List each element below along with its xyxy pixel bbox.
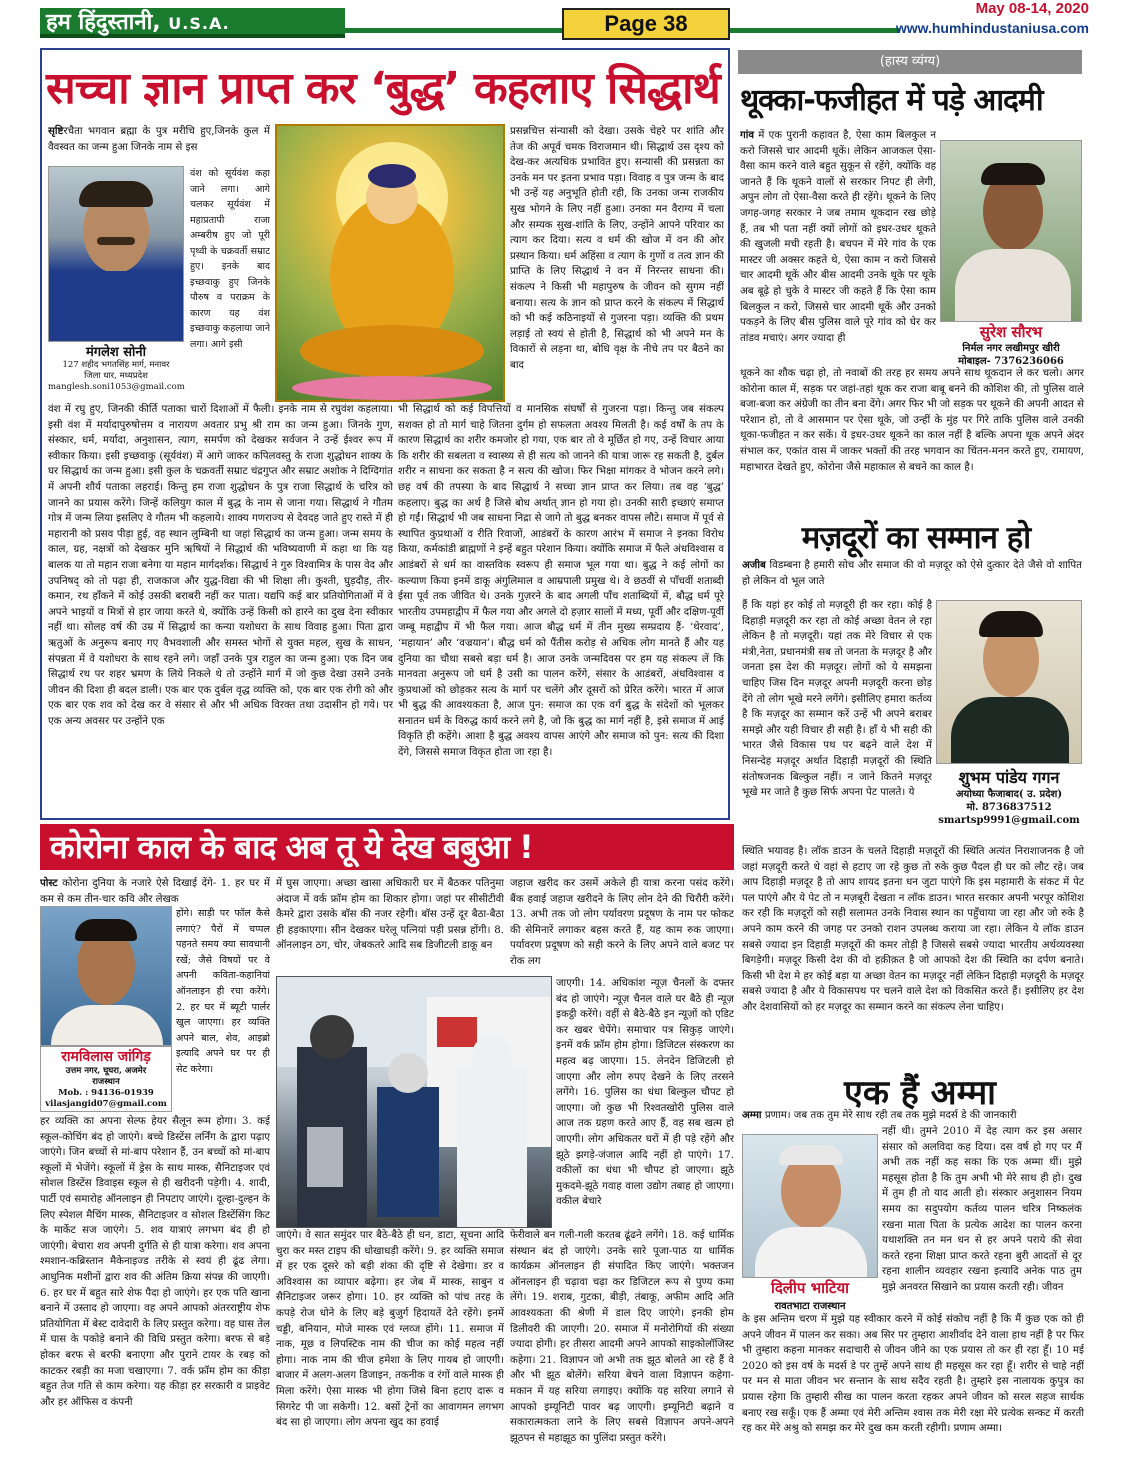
page-number: Page 38	[562, 8, 730, 40]
author-name: रामविलास जांगिड़	[61, 1049, 151, 1065]
author-address: राजस्थान	[92, 1077, 120, 1087]
main-article-column: वंश को सूर्यवंश कहा जाने लगा। आगे चलकर सूर्यवंश में महाप्रतापी राजा अम्बरीष हुए जो पूरी पृथ्वी के चक्रवर्ती सम्राट हुए। इनके बाद इच्छवाकु हुए जिनके पौरुष व पराक्रम के कारण यह वंश इच्छवाकु कहलाया जाने लगा। आगे इसी	[190, 168, 270, 350]
main-article-headline: सच्चा ज्ञान प्राप्त कर ‘बुद्ध’ कहलाए सिद्धार्थ	[46, 63, 720, 114]
author-phone: मोबाइल- 7376236066	[958, 356, 1064, 367]
corona-column: जाएंगे। वे सात समुंदर पार बैठे-बैठे ही धन, डाटा, सूचना आदि चुरा कर मस्त टाइप की धोखाधड़ी करेंगे। 9. हर व्यक्ति समाज में हर एक दूसरे को बड़ी शंका की दृष्टि से देखेगा। डर व अविश्वास का व्यापार बढ़ेगा। हर जेब में मास्क, साबुन व सैनिटाइजर जरूर होगा। 10. हर व्यक्ति को पांच तरह के कपड़े रोज धोने के लिए बड़े बुजुर्ग हिदायतें देते रहेंगे। इनमें चड्डी, बनियान, मोजे मास्क एवं ग्लव्ज होंगे। 11. समाज में नाक, मूछ व लिपस्टिक नाम की चीज का कोई महत्व नहीं होगा। नाक नाम की चीज हमेशा के लिए गायब हो जाएगी। बाजार में अलग-अलग डिजाइन, तकनीक व रंगों वाले मास्क ही मिला करेंगे। ऐसा मास्क भी होगा जिसे बिना हटाए दारू व सिगरेट पी जा सकेगी। 12. बसों ट्रेनों का आवागमन लगभग बंद सा हो जाएगा। लोग अपना खुद का हवाई	[276, 1230, 504, 1429]
author-byline	[40, 1046, 172, 1112]
main-article-column: सृष्टिरचैता भगवान ब्रह्मा के पुत्र मरीचि हुए,जिनके कुल में वैवस्वत का जन्म हुआ जिनके नाम से इस	[48, 125, 270, 153]
author-photo	[940, 140, 1082, 322]
author-phone: Mob. : 94136-01939	[58, 1088, 154, 1098]
author-name: मंगलेश सोनी	[85, 345, 146, 360]
buddha-image	[275, 124, 505, 402]
author-phone: मो. 8736837512	[966, 802, 1052, 813]
corona-column: जहाज खरीद कर उसमें अकेले ही यात्रा करना पसंद करेंगे। बैंक हवाई जहाज खरीदने के लिए लोन देने की चिरौरी करेंगे। 13. अभी तक जो लोग पर्यावरण प्रदूषण के नाम पर फोकट की सेमिनारें लगाकर बहस करते हैं, यह काम रुक जाएगा। पर्यावरण प्रदूषण को सही करने के लिए अपने वाले बजट पर रोक लग	[510, 878, 734, 967]
masthead-rule	[730, 28, 900, 33]
corona-column: फेरीवाले बन गली-गली करतब ढूंढने लगेंगे। 18. कई धार्मिक संस्थान बंद हो जाएंगे। उनके सारे पूजा-पाठ या धार्मिक कार्यक्रम ऑनलाइन ही संपादित किए जाएंगे। भक्तजन ऑनलाइन ही चढ़ावा चढ़ा कर डिजिटल रूप से पुण्य कमा लेंगे। 19. शराब, गुटका, बीड़ी, तंबाकू, अफीम आदि अति आवश्यकता की श्रेणी में डाल दिए जाएंगे। इनकी होम डिलीवरी की जाएगी। 20. समाज में मनोरोगियों की संख्या ज्यादा होगी। हर तीसरा आदमी अपने आपको साइकोलॉजिस्ट कहेगा। 21. विज्ञापन जो अभी तक झूठ बोलते आ रहे हैं वे और भी झूठ बोलेंगे। सरिया बेचने वाला विज्ञापन कहेगा- मकान में यह सरिया लगाइए। क्योंकि यह सरिया लगाने से आपको इम्यूनिटी पावर बढ़ जाएगी। इम्यूनिटी बढ़ाने व सकारात्मकता लाने के लिए सबसे विज्ञापन अपने-अपने झूठपन से महाझूठ का पुलिंदा प्रस्तुत करेंगे।	[510, 1230, 734, 1444]
section-tag: (हास्य व्यंग्य)	[738, 50, 1082, 74]
author-address: 127 शहीद भगतसिंह मार्ग, मनावर	[62, 360, 170, 370]
satire-column: गांव में एक पुरानी कहावत है, ऐसा काम बिलकुल न करो जिससे चार आदमी थूकें। लेकिन आजकल ऐसा-वैसा काम करने वाले बहुत सुकून से रहेंगे, क्योंकि वह जानते हैं कि थूकने वालों से सरकार निपट ही लेगी, अपुन लोग तो ऐसा-वैसा करते ही रहेंगे। थूकने के लिए जगह-जगह सरकार ने जब तमाम थूकदान रख छोड़े हैं, तब भी पता नहीं क्यों लोगों को इधर-उधर थूकते की खुजली मची रहती है। बचपन में मेरे गांव के एक मास्टर जी अक्सर कहते थे, ऐसा काम न करो जिससे चार आदमी थूकें और बीस आदमी उनके थूके पर थूके अब बूढ़े हो चुके वे मास्टर जी कहते हैं कि ऐसा काम बिलकुल न करो, जिससे चार आदमी थूकें और उनको पकड़ने के लिए बीस पुलिस वाले पूरे गांव को घेर कर तांडव मचाएं। अगर ज्यादा ही	[740, 129, 936, 344]
author-byline	[938, 322, 1084, 368]
covid-news-photo	[276, 976, 552, 1228]
main-article-column: वंश में रघु हुए, जिनकी कीर्ति पताका चारों दिशाओं में फैली। इनके नाम से रघुवंश कहलाया। इसी वंश में मर्यादापुरुषोत्तम व नारायण अवतार प्रभु श्री राम का जन्म हुआ। जिनके गुण, संस्कार, धर्म, मर्यादा, अनुशासन, त्याग, समर्पण को देखकर सर्वजन ने उन्हें ईश्वर रूप में स्वीकार किया। इसी इच्छवाकु (सूर्यवंश) में आगे जाकर कपिलवस्तु के राजा शुद्धोधन शाक्य के घर सिद्धार्थ का जन्म हुआ। इसी कुल के चक्रवर्ती सम्राट चंद्रगुप्त और सम्राट अशोक ने दिग्दिगांत में अपनी शौर्य पताका लहराई। किन्तु हम राजा शुद्धोधन के पुत्र राजा सिद्धार्थ के चरित्र को जानने का प्रयास करेंगे। जिन्हें कलियुग काल में बुद्ध के नाम से जाना गया। सिद्धार्थ ने गौतम गोत्र में जन्म लिया इसलिए वे गौतम भी कहलाये। शाक्य गणराज्य से देवदह जाते हुए रास्ते में ही महारानी को प्रसव पीड़ा हुई, वह स्थान लुम्बिनी था जहां सिद्धार्थ का जन्म हुआ। जन्म समय के काल, ग्रह, नक्षत्रों को देखकर मुनि ऋषियों ने सिद्धार्थ की भविष्यवाणी में कहा था कि यह बालक या तो महान राजा बनेगा या महान मार्गदर्शक। सिद्धार्थ ने गुरु विश्वामित्र के पास वेद और उपनिषद् को तो पढ़ा ही, राजकाज और युद्ध-विद्या की भी शिक्षा ली। कुश्ती, घुड़दौड़, तीर-कमान, रथ हाँकने में कोई उसकी बराबरी नहीं कर पाता। यद्यपि कई बार प्रतियोगिताओं में वे अपने भाइयों व मित्रों से हार जाया करते थे, क्योंकि उन्हें किसी को हारने का दुख देना स्वीकार नहीं था। सोलह वर्ष की उम्र में सिद्धार्थ का कन्या यशोधरा के साथ विवाह हुआ। पिता द्वारा ऋतुओं के अनुरूप बनाए गए वैभवशाली और समस्त भोगों से युक्त महल, सुख के साधन, संपन्नता में वे यशोधरा के साथ रहने लगे। जहाँ उनके पुत्र राहुल का जन्म हुआ। एक दिन जब सिद्धार्थ रथ पर शहर भ्रमण के लिये निकले थे तो उन्होंने मार्ग में जो कुछ देखा उसने उनके जीवन की दिशा ही बदल डाली। एक बार एक दुर्बल वृद्ध व्यक्ति को, एक बार एक रोगी को और एक बार एक शव को देख कर वे संसार से और भी अधिक विरक्त तथा उदासीन हो गये। पर एक अन्य अवसर पर उन्होंने एक	[48, 404, 393, 727]
author-photo	[936, 600, 1082, 764]
author-photo	[48, 166, 184, 342]
author-byline	[934, 766, 1084, 827]
author-photo	[742, 1134, 878, 1278]
amma-column: नहीं थी। तुमने 2010 में देह त्याग कर इस असार संसार को अलविदा कह दिया। दस वर्ष हो गए पर मैं अभी तक नहीं कह सका कि एक अम्मा थीं। मुझे महसूस होता है कि तुम अभी भी मेरे साथ ही हो। दुख में तुम ही तो याद आती हो। संस्कार अनुशासन नियम समय का सदुपयोग कर्तव्य पालन चरित्र निष्कलंक रखना माता पिता के प्रत्येक आदेश का पालन करना यथाशक्ति तन मन धन से हर अपने पराये की सेवा करते रहना शिक्षा प्राप्त करते रहना बुरी आदतों से दूर रहना शालीन व्यवहार रखना इत्यादि अनेक पाठ तुम मुझे अनवरत सिखाने का प्रयास करती रही। जीवन	[882, 1126, 1082, 1293]
author-email: manglesh.soni1053@gmail.com	[48, 382, 185, 392]
author-address: रावतभाटा राजस्थान	[774, 1301, 846, 1312]
author-address: जिला धार, मध्यप्रदेश	[84, 371, 148, 381]
corona-column: होंगे। साड़ी पर फॉल कैसे लगाएं? पैरों में चप्पल पहनते समय क्या सावधानी रखें; जैसे विषयों पर वे अपनी कविता-कहानियां ऑनलाइन ही रचा करेंगे। 2. हर घर में ब्यूटी पार्लर खुल जाएगा। हर व्यक्ति अपने बाल, शेव, आइब्रो इत्यादि अपने घर पर ही सेट करेगा।	[176, 908, 270, 1075]
satire-headline: थूक्का-फजीहत में पड़े आदमी	[740, 83, 1043, 118]
labour-headline: मज़दूरों का सम्मान हो	[801, 520, 1031, 556]
corona-column: में घुस जाएगा। अच्छा खासा अधिकारी घर में बैठकर पतिनुमा अंदाज में वर्क फ्रॉम होम का शिकार होगा। जहां पर सीसीटीवी कैमरे द्वारा उसके बॉस की नजर रहेगी। बॉस उन्हें दूर बैठा-बैठा ही हड़काएगा। सीन देखकर घरेलू पत्नियां पड़ी प्रसन्न होंगी। 8. ऑनलाइन ठग, चोर, जेबकतरे आदि सब डिजीटली डाकू बन	[276, 878, 504, 952]
author-photo	[40, 906, 172, 1046]
author-address: निर्मल नगर लखीमपुर खीरी	[962, 343, 1060, 354]
satire-column: थूकने का शौक चढ़ा हो, तो नवाबों की तरह हर समय अपने साथ थूकदान ले कर चलो। अगर कोरोना काल में, सड़क पर जहां-तहां थूक कर राजा बाबू बनने की कोशिश की, तो पुलिस वाले बजा-बजा कर अंग्रेजी का तीन बना देंगे। अगर फिर भी जो सड़क पर थूकने की अपनी आदत से परेशान हो, तो वे आसमान पर ऐसा थूके, जो उन्हीं के मुंह पर गिरे ताकि पुलिस वाले उनकी थूका-फजीहत न कर सकें। ये इधर-उधर थूकने का काल नहीं है बल्कि अपना थूक अपने अंदर संभाल कर, एकांत वास में जाकर भक्तों की तरह भगवान का चिंतन-मनन करते हुए, रामायण, महाभारत देखते हुए, कोरोना जैसे महाकाल से बचने का काल है।	[740, 368, 1084, 473]
corona-column: पोस्ट कोरोना दुनिया के नजारे ऐसे दिखाई देंगे- 1. हर घर में कम से कम तीन-चार कवि और लेखक	[40, 877, 270, 905]
labour-column: हैं कि यहां हर कोई तो मज़दूरी ही कर रहा। कोई है दिहाड़ी मज़दूरी कर रहा तो कोई अच्छा वेतन ले रहा लेकिन है तो मज़दूरी। यहां तक मेरे विचार से एक मंत्री,नेता, प्रधानमंत्री सब तो जनता के मज़दूर है और जनता इस देश की मज़दूर। लोगों को ये समझना चाहिए जिस दिन मज़दूर अपनी मज़दूरी करना छोड़ देंगे तो लोग भूखे मरने लगेंगे। इसीलिए हमारा कर्तव्य है कि मज़दूर का सम्मान करें उन्हें भी अपने बराबर समझे और यही विचार ही सही है। हाँ ये भी सही की भारत जैसे विकास पथ पर बढ़ने वाले देश में निसन्देह मज़दूर अर्थात दिहाड़ी मज़दूरों की स्थिति संतोषजनक बिल्कुल नहीं। न जाने कितने मज़दूर भूखे मर जाते है कुछ सिर्फ अपना पेट पालते। ये	[742, 600, 932, 799]
author-address: उत्तम नगर, घूघरा, अजमेर	[65, 1066, 147, 1076]
labour-column: अजीब विडम्बना है हमारी सोच और समाज की वो मज़दूर को ऐसे दुत्कार देते जैसे वो शापित हो लेकिन वो भूल जाते	[742, 559, 1082, 587]
author-byline	[742, 1278, 878, 1312]
website-link[interactable]: www.humhindustaniusa.com	[895, 20, 1089, 36]
amma-column: अम्मा प्रणाम। जब तक तुम मेरे साथ रही तब तक मुझे मदर्स डे की जानकारी	[742, 1109, 1017, 1121]
corona-column: जाएगी। 14. अधिकांश न्यूज़ चैनलों के दफ्तर बंद हो जाएंगे। न्यूज़ चैनल वाले घर बैठे ही न्यूज़ इकट्ठी करेंगे। वहीं से बैठे-बैठे इन न्यूज़ों को एडिट कर खबर चेपेंगे। समाचार पत्र सिकुड़ जाएंगे। इनमें वर्क फ्रॉम होम होगा। डिजिटल संस्करण का महत्व बढ़ जाएगा। 15. लेनदेन डिजिटली हो जाएगा और लोग रुपए देखने के लिए तरसने लगेंगे। 16. पुलिस का धंधा बिल्कुल चौपट हो जाएगा। जो कुछ भी रिश्वतखोरी पुलिस वाले आज तक ग्रहण करते आए हैं, वह सब खत्म हो जाएगी। लोग अधिकतर घरों में ही पड़े रहेंगे और झूठे झगड़े-जंजाल आदि नहीं हो पाएंगे। 17. वकीलों का धंधा भी चौपट हो जाएगा। झूठे मुकदमे-झूठे गवाह वाला उद्योग तबाह हो जाएगा। वकील बेचारे	[556, 978, 734, 1208]
publication-name: हम हिंदुस्तानी, U.S.A.	[40, 8, 345, 38]
corona-headline: कोरोना काल के बाद अब तू ये देख बबुआ !	[40, 824, 734, 870]
author-email: vilasjangid07@gmail.com	[45, 1099, 167, 1109]
author-name: सुरेश सौरभ	[979, 323, 1043, 341]
issue-date: May 08-14, 2020	[975, 0, 1089, 17]
author-name: दिलीप भाटिया	[770, 1279, 850, 1297]
main-article-column: भी सिद्धार्थ को कई विपत्तियों व मानसिक संघर्षों से गुजरना पड़ा। किन्तु जब संकल्प सशक्त हो तो मार्ग चाहे जितना दुर्गम हो सफलता अवश्य मिलती है। कई वर्षों के तप के कारण सिद्धार्थ का शरीर कमजोर हो गया, एक बार तो वे मूर्छित हो गए, उन्हें विचार आया कि शरीर की सबलता व स्वास्थ्य से ही सत्य को जानने की यात्रा जारू रह सकती है, दुर्बल शरीर न साधना कर सकता है न सत्य की खोज। फिर भिक्षा मांगकर वे भोजन करने लगे। छह वर्ष की तपस्या के बाद सिद्धार्थ ने सच्चा ज्ञान प्राप्त कर लिया। तब वह ‘बुद्ध’ कहलाए। बुद्ध का अर्थ है जिसे बोध अर्थात् ज्ञान हो गया हो। उनकी सारी इच्छाएं समाप्त हो गईं। सिद्धार्थ भी जब साधना निद्रा से जागे तो बुद्ध बनकर वापस लौटे। समाज में पूर्व से स्थापित कुप्रथाओं व रीति रिवाजों, आडंबरों के कारण आरंभ में समाज ने इनका विरोध किया, कर्मकांडी ब्राह्मणों ने इन्हें बहुत परेशान किया। क्योंकि समाज में फैले अंधविश्वास व आडंबरों से धर्म का वास्तविक स्वरूप ही समाज भूल गया था। बुद्ध ने कई लोगों का कल्याण किया इनमें डाकू अंगुलिमाल व आम्रपाली प्रमुख थे। वे छठवीं से पाँचवीं शताब्दी ईसा पूर्व तक जीवित थे। उनके गुज़रने के बाद अगली पाँच शताब्दियों में, बौद्ध धर्म पूरे भारतीय उपमहाद्वीप में फैल गया और अगले दो हज़ार सालों में मध्य, पूर्वी और दक्षिण-पूर्वी जम्बू महाद्वीप में भी फैल गया। आज बौद्ध धर्म में तीन मुख्य सम्प्रदाय हैं- ‘थेरवाद’, ‘महायान’ और ‘वज्रयान’। बौद्ध धर्म को पैंतीस करोड़ से अधिक लोग मानते हैं और यह दुनिया का चौथा सबसे बड़ा धर्म है। आज उनके जन्मदिवस पर हम यह संकल्प लें कि मानवता अनुरूप जो धर्म है उसी का पालन करेंगे, संसार के आडंबरों, अंधविश्वास व कुप्रथाओं को छोड़कर सत्य के मार्ग पर चलेंगे और दूसरों को प्रेरित करेंगे। भारत में आज भी बुद्ध की आवश्यकता है, आज पुन: समाज का एक वर्ग बुद्ध के संदेशों को भूलकर सनातन धर्म के विरुद्ध कार्य करने लगे है, जो कि बुद्ध का मार्ग नहीं है, इसे समाज में आई विकृति ही कहेंगे। आशा है बुद्ध अवश्य वापस आएंगे और समाज को पुन: सत्य की दिशा देंगे, जिससे समाज विकृत होता जा रहा है।	[398, 404, 724, 759]
amma-column: के इस अन्तिम चरण में मुझे यह स्वीकार करने में कोई संकोच नहीं है कि मैं कुछ एक को ही अपने जीवन में पालन कर सका। अब सिर पर तुम्हारा आशीर्वाद देने वाला हाथ नहीं है पर फिर भी तुम्हारा कहना मानकर सदाचारी से जीवन जीने का एक प्रयास तो कर ही रहा हूँ। 10 मई 2020 को इस वर्ष के मदर्स डे पर तुम्हें अपने साथ ही महसूस कर रहा हूँ। शरीर से चाहे नहीं पर मन से माता जीवन भर सन्तान के साथ सदैव रहती है। तुम्हारे इस नालायक कुपुत्र का प्रयास रहेगा कि तुम्हारी सीख का पालन करता रहकर अपने जीवन को सरल सहज सार्थक बनाए रख सकूँ। एक हैं अम्मा एवं मेरी अन्तिम श्वास तक मेरी रक्षा मेरे प्रत्येक सन्कट में करती रह कर मेरे अश्रु को समझ कर मेरे दुख कम करती रहीगी। प्रणाम अम्मा।	[742, 1314, 1084, 1435]
author-address: अयोध्या फैजाबाद( उ. प्रदेश)	[955, 789, 1063, 800]
main-article-column: प्रसन्नचित्त संन्यासी को देखा। उसके चेहरे पर शांति और तेज की अपूर्व चमक विराजमान थी। सिद्धार्थ उस दृश्य को देख-कर अत्यधिक प्रभावित हुए। सन्यासी की प्रसन्नता का उनके मन पर इतना प्रभाव पड़ा। विवाह व पुत्र जन्म के बाद भी उन्हें यह अनुभूति होती रही, कि उनका जन्म राजकीय सुख भोगने के लिए नहीं हुआ। उनका मन वैराग्य में चला और सम्यक सुख-शांति के लिए, उन्होंने आपने परिवार का त्याग कर दिया। सत्य व धर्म की खोज में वन की ओर प्रस्थान किया। धर्म अहिंसा व त्याग के गुणों व तत्व ज्ञान की प्राप्ति के लिए सिद्धार्थ ने वन में निरन्तर साधना की। संकल्प ने किसी भी महापुरुष के जीवन को सुगम नहीं बनाया। सत्य के ज्ञान को प्राप्त करने के संकल्प में सिद्धार्थ को भी कई कठिनाइयों से गुजरना पड़ा। व्यक्ति की प्रथम लड़ाई तो स्वयं से होती है, सिद्धार्थ को भी अपने मन के विकारों से लड़ना था, बोधि वृक्ष के नीचे तप पर बैठने का बाद	[510, 126, 724, 371]
amma-headline: एक हैं अम्मा	[844, 1073, 996, 1113]
author-email: smartsp9991@gmail.com	[938, 815, 1080, 826]
labour-column: स्थिति भयावह है। लॉक डाउन के चलते दिहाड़ी मज़दूरों की स्थिति अत्यंत निराशाजनक है जो जहां मज़दूरी करते थे वहां से हटाए जा रहे कुछ तो रुके कुछ पैदल ही घर को लौट रहे। जब आप दिहाड़ी मज़दूर है तो आप शायद इतना धन जुटा पाएंगे कि इस महामारी के संकट में पेट पल पाएंगे और ये पेट तो न मज़बूरी देखता न लॉक डाउन। भारत सरकार अपनी भरपूर कोशिश कर रही कि मज़दूरों को सही सलामत उनके निवास स्थान का पहुँचाया जा रहा और जो रुके है अपने काम करने की जगह पर उनको राशन उपलब्ध कराया जा रहा। लेकिन ये लॉक डाउन सबसे ज्यादा इन दिहाड़ी मज़दूरों की कमर तोड़ी है जिससे सबसे ज्यादा भारतीय अर्थव्यवस्था बिगड़ेगी। मज़दूर किसी देश की वो हक़ीक़त है जो आपको देश की स्थिति का दर्पण बनाते। किसी भी देश मे हर कोई बड़ा या अच्छा वेतन का मज़दूर नहीं लेकिन दिहाड़ी मज़दूरी के मज़दूर सबसे ज्यादा है और ये विकासपथ पर चलने वाले देश को विकसित करते हैं। इसीलिए हर देश और देशवासियों को हर मज़दूर का सम्मान करने का संकल्प लेना चाहिए।	[742, 846, 1084, 1013]
author-name: शुभम पांडेय गगन	[958, 768, 1060, 787]
masthead-rule	[345, 28, 562, 33]
corona-column: हर व्यक्ति का अपना सेल्फ हेयर सैलून रूम होगा। 3. कई स्कूल-कोचिंग बंद हो जाएंगे। बच्चे डिस्टेंस लर्निंग के द्वारा पढ़ाए जाएंगे। जिन बच्चों से मां-बाप परेशान हैं, उन बच्चों को मां-बाप स्कूलों में भेजेंगे। स्कूलों में ड्रेस के साथ मास्क, सैनिटाइजर एवं सोशल डिस्टेंस डिवाइस स्कूल से ही खरीदनी पड़ेगी। 4. शादी, पार्टी एवं समारोह ऑनलाइन ही निपटाए जाएंगे। दूल्हा-दुल्हन के लिए स्पेशल मैचिंग मास्क, सैनिटाइजर व सोशल डिस्टेंसिंग किट के मार्केट सज जाएंगे। 5. शव यात्राएं लगभग बंद ही हो जाएंगी। बेचारा शव अपनी दुर्गति से ही यात्रा करेगा। शव अपना श्मशान-कब्रिस्तान मैकेनाइज्ड तरीके से स्वयं ही ढूंढ लेगा। आधुनिक मशीनों द्वारा शव की अंतिम क्रिया संपन्न की जाएगी। 6. हर घर में बहुत सारे शेफ पैदा हो जाएंगे। हर एक पति खाना बनाने में उस्ताद हो जाएगा। वह अपने आपको अंतरराष्ट्रीय शेफ प्रतियोगिता में बेस्ट दावेदारी के लिए प्रस्तुत करेगा। वह घास तेल में घास के पकोड़े बनाने की विधि प्रस्तुत करेगा। बरफ से बड़े होकर बरफ से बरफी बनाएगा और पुराने टायर के रबड़ को काटकर रबड़ी का मजा चखाएगा। 7. वर्क फ्रॉम होम का कीड़ा बहुत तेज गति से काम करेगा। यह कीड़ा हर सरकारी व प्राइवेट और हर ऑफिस व कंपनी	[40, 1116, 270, 1408]
author-byline	[48, 342, 184, 402]
